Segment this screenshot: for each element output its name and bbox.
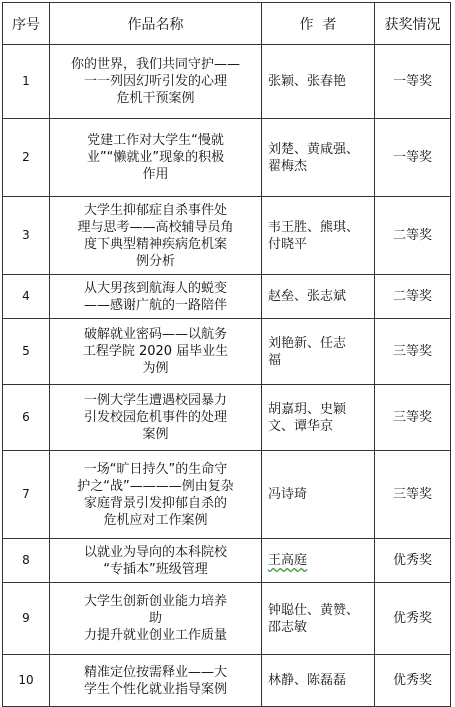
cell-award: 二等奖 [375, 197, 451, 275]
title-line: 危机干预案例 [116, 91, 195, 106]
title-line: 业”“懒就业”现象的积极 [86, 150, 225, 165]
cell-author [262, 45, 375, 119]
cell-award: 优秀奖 [375, 655, 451, 707]
cell-title [50, 119, 262, 197]
cell-num: 9 [3, 583, 50, 655]
cell-award: 三等奖 [375, 385, 451, 451]
title-line: 一场“旷日持久”的生命守 [83, 461, 228, 477]
author-line: 冯诗琦 [268, 487, 308, 502]
author-line: 文、谭华京 [268, 418, 334, 434]
table-row [3, 319, 451, 385]
author-line: 福 [268, 352, 282, 368]
title-line: 为例 [142, 361, 169, 376]
author-line: 林静、陈磊磊 [268, 673, 347, 688]
cell-title [50, 655, 262, 707]
header-num: 序号 [3, 3, 50, 45]
title-line: 危机应对工作案例 [103, 512, 208, 528]
cell-author [262, 655, 375, 707]
title-line: 理与思考——高校辅导员角 [77, 219, 234, 235]
table-row [3, 539, 451, 583]
header-title: 作品名称 [50, 3, 262, 45]
title-line: 从大男孩到航海人的蜕变 [83, 280, 227, 296]
title-line: 一一列因幻听引发的心理 [83, 74, 227, 89]
title-line: 大学生抑郁症自杀事件处 [83, 202, 227, 218]
cell-author [262, 385, 375, 451]
cell-author [262, 275, 375, 319]
cell-award: 二等奖 [375, 275, 451, 319]
cell-title [50, 385, 262, 451]
cell-author [262, 319, 375, 385]
cell-num: 10 [3, 655, 50, 707]
author-line: 胡嘉玥、史颖 [268, 401, 347, 417]
author-line: 刘楚、黄咸强、 [268, 141, 360, 157]
table-row [3, 197, 451, 275]
cell-author [262, 119, 375, 197]
table-row [3, 275, 451, 319]
title-line: 工程学院 2020 届毕业生 [82, 344, 229, 359]
title-line: 你的世界，我们共同守护—— [70, 57, 240, 72]
cell-award: 三等奖 [375, 319, 451, 385]
cell-title [50, 451, 262, 539]
title-line: 一例大学生遭遇校园暴力 [83, 393, 227, 408]
cell-num: 8 [3, 539, 50, 583]
cell-title [50, 319, 262, 385]
cell-num: 2 [3, 119, 50, 197]
title-line: 力提升就业创业工作质量 [83, 628, 227, 643]
author-line: 翟梅杰 [268, 158, 308, 174]
author-line: 张颖、张春艳 [268, 74, 347, 89]
cell-award: 优秀奖 [375, 539, 451, 583]
header-author: 作 者 [262, 3, 375, 45]
title-line: 党建工作对大学生“慢就 [87, 133, 224, 148]
title-line: 大学生创新创业能力培养 [83, 594, 227, 609]
title-line: ——感谢广航的一路陪伴 [83, 297, 227, 313]
header-row [3, 3, 451, 45]
table-row [3, 451, 451, 539]
cell-title [50, 197, 262, 275]
cell-award: 优秀奖 [375, 583, 451, 655]
title-line: 护之“战”————例由复杂 [77, 478, 234, 494]
title-line: 以就业为导向的本科院校 [83, 544, 227, 560]
author-line: 王高庭 [268, 553, 308, 568]
table-row [3, 385, 451, 451]
cell-title [50, 45, 262, 119]
title-line: 家庭背景引发抑郁自杀的 [83, 495, 227, 511]
cell-author [262, 539, 375, 583]
cell-title [50, 539, 262, 583]
cell-author [262, 197, 375, 275]
title-line: 精准定位按需释业——大 [83, 664, 227, 680]
cell-title [50, 583, 262, 655]
author-line: 刘艳新、任志 [268, 335, 347, 351]
cell-num: 3 [3, 197, 50, 275]
title-line: 作用 [142, 167, 169, 182]
author-line: 钟聪仕、黄赞、 [268, 602, 360, 618]
title-line: 破解就业密码——以航务 [83, 327, 227, 342]
cell-title [50, 275, 262, 319]
award-table [2, 2, 451, 707]
cell-num: 6 [3, 385, 50, 451]
table-row [3, 583, 451, 655]
title-line: 度下典型精神疾病危机案 [83, 236, 227, 252]
table-row [3, 655, 451, 707]
table-body [3, 45, 451, 707]
title-line: 学生个性化就业指导案例 [83, 681, 227, 697]
table-row [3, 45, 451, 119]
cell-num: 5 [3, 319, 50, 385]
cell-num: 4 [3, 275, 50, 319]
title-line: 案例 [142, 427, 169, 442]
cell-award: 一等奖 [375, 45, 451, 119]
title-line: 助 [148, 611, 162, 626]
author-line: 赵垒、张志斌 [268, 289, 347, 304]
cell-award: 三等奖 [375, 451, 451, 539]
author-line: 邵志敏 [268, 619, 308, 635]
header-award: 获奖情况 [375, 3, 451, 45]
title-line: “专插本”班级管理 [103, 561, 208, 577]
cell-award: 一等奖 [375, 119, 451, 197]
author-line: 付晓平 [268, 236, 308, 252]
cell-num: 7 [3, 451, 50, 539]
cell-author [262, 583, 375, 655]
cell-author [262, 451, 375, 539]
author-line: 韦王胜、熊琪、 [268, 219, 360, 235]
title-line: 例分析 [135, 253, 175, 269]
table-row [3, 119, 451, 197]
title-line: 引发校园危机事件的处理 [83, 410, 227, 425]
cell-num: 1 [3, 45, 50, 119]
